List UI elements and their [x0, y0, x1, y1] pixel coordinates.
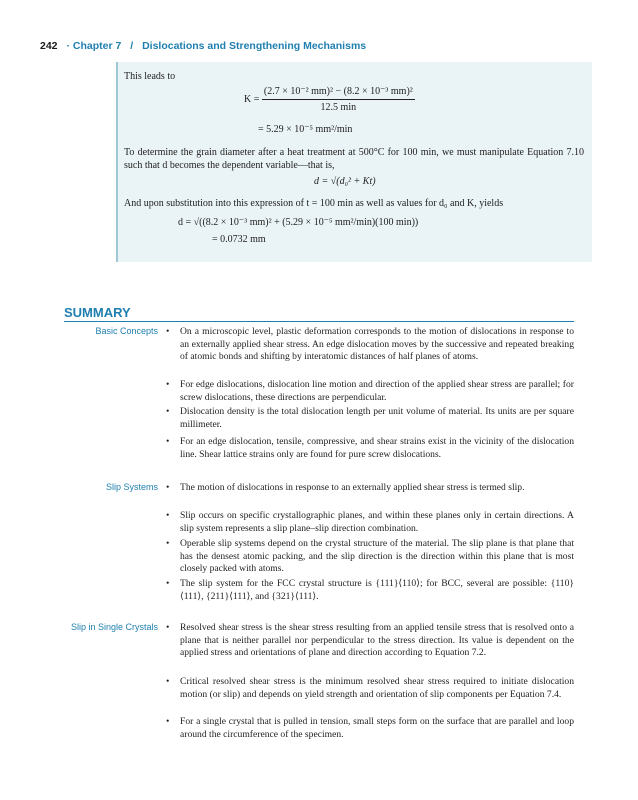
chapter-title: Dislocations and Strengthening Mechanisms [142, 40, 367, 52]
k-lhs: K = [244, 93, 260, 105]
example-box [116, 62, 592, 262]
d-equation: d = √(d₀² + Kt) [314, 176, 376, 187]
summary-title: SUMMARY [64, 305, 131, 320]
section-label-slip-systems: Slip Systems [105, 482, 158, 492]
summary-item: • Operable slip systems depend on the crystal structure of the material. The slip plane is that plane that has the densest atomic packing, and the slip direction is the direction within this plane that is most closely packed with atoms. [166, 538, 574, 574]
leads-to-text: This leads to [124, 71, 176, 82]
header-separator: / [130, 40, 134, 52]
summary-item: • Slip occurs on specific crystallographic planes, and within these planes only in certain directions. A slip system represents a slip plane–slip direction combination. [166, 510, 574, 534]
summary-item: • For edge dislocations, dislocation line motion and direction of the applied shear stress are parallel; for screw dislocations, these directions are perpendicular. [166, 379, 574, 403]
summary-item: • Critical resolved shear stress is the minimum resolved shear stress required to initiate dislocation motion (or slip) and depends on yield strength and orientation of slip components per Equation 7.4. [166, 676, 574, 700]
d-substitution: d = √((8.2 × 10⁻³ mm)² + (5.29 × 10⁻⁵ mm²/min)(100 min)) [178, 217, 419, 228]
summary-item: • The motion of dislocations in response to an externally applied shear stress is termed slip. [166, 482, 525, 493]
k-numerator: (2.7 × 10⁻² mm)² − (8.2 × 10⁻³ mm)² [262, 86, 415, 100]
chapter-label: Chapter 7 [72, 40, 122, 52]
summary-rule [64, 321, 574, 322]
section-label-basic-concepts: Basic Concepts [95, 326, 158, 336]
k-denominator: 12.5 min [320, 102, 357, 113]
grain-paragraph: To determine the grain diameter after a heat treatment at 500°C for 100 min, we must manipulate Equation 7.10 such that d becomes the dependent variable—that is, [124, 147, 584, 171]
summary-item: • Dislocation density is the total dislocation length per unit volume of material. Its units are per square millimeter. [166, 406, 574, 430]
summary-item: • The slip system for the FCC crystal structure is {111}⟨110⟩; for BCC, several are possible: {110}⟨111⟩, {211}⟨111⟩, and {321}⟨111⟩. [166, 578, 574, 602]
k-equation [244, 86, 415, 113]
header-bullet: · [66, 40, 70, 52]
summary-item: • For a single crystal that is pulled in tension, small steps form on the surface that are parallel and loop around the circumference of the specimen. [166, 716, 574, 740]
summary-item: • For an edge dislocation, tensile, compressive, and shear strains exist in the vicinity of the dislocation line. Shear lattice strains only are found for pure screw dislocations. [166, 436, 574, 460]
summary-item: • On a microscopic level, plastic deformation corresponds to the motion of dislocations in response to an externally applied shear stress. An edge dislocation moves by the successive and repeated breaking of atomic bonds and shifting by interatomic distances of half planes of atoms. [166, 326, 574, 362]
k-fraction [262, 86, 415, 113]
k-result: = 5.29 × 10⁻⁵ mm²/min [258, 124, 353, 135]
page-header [40, 40, 366, 52]
d-result: = 0.0732 mm [212, 234, 266, 245]
summary-item: • Resolved shear stress is the shear stress resulting from an applied tensile stress that is resolved onto a plane that is neither parallel nor perpendicular to the stress direction. Its value is dependent on the applied stress and orientations of plane and direction according to Equation 7.2. [166, 622, 574, 658]
page-number: 242 [40, 40, 58, 52]
section-label-slip-single-crystals: Slip in Single Crystals [70, 622, 158, 632]
substitution-paragraph: And upon substitution into this expression of t = 100 min as well as values for d₀ and K, yields [124, 198, 504, 209]
